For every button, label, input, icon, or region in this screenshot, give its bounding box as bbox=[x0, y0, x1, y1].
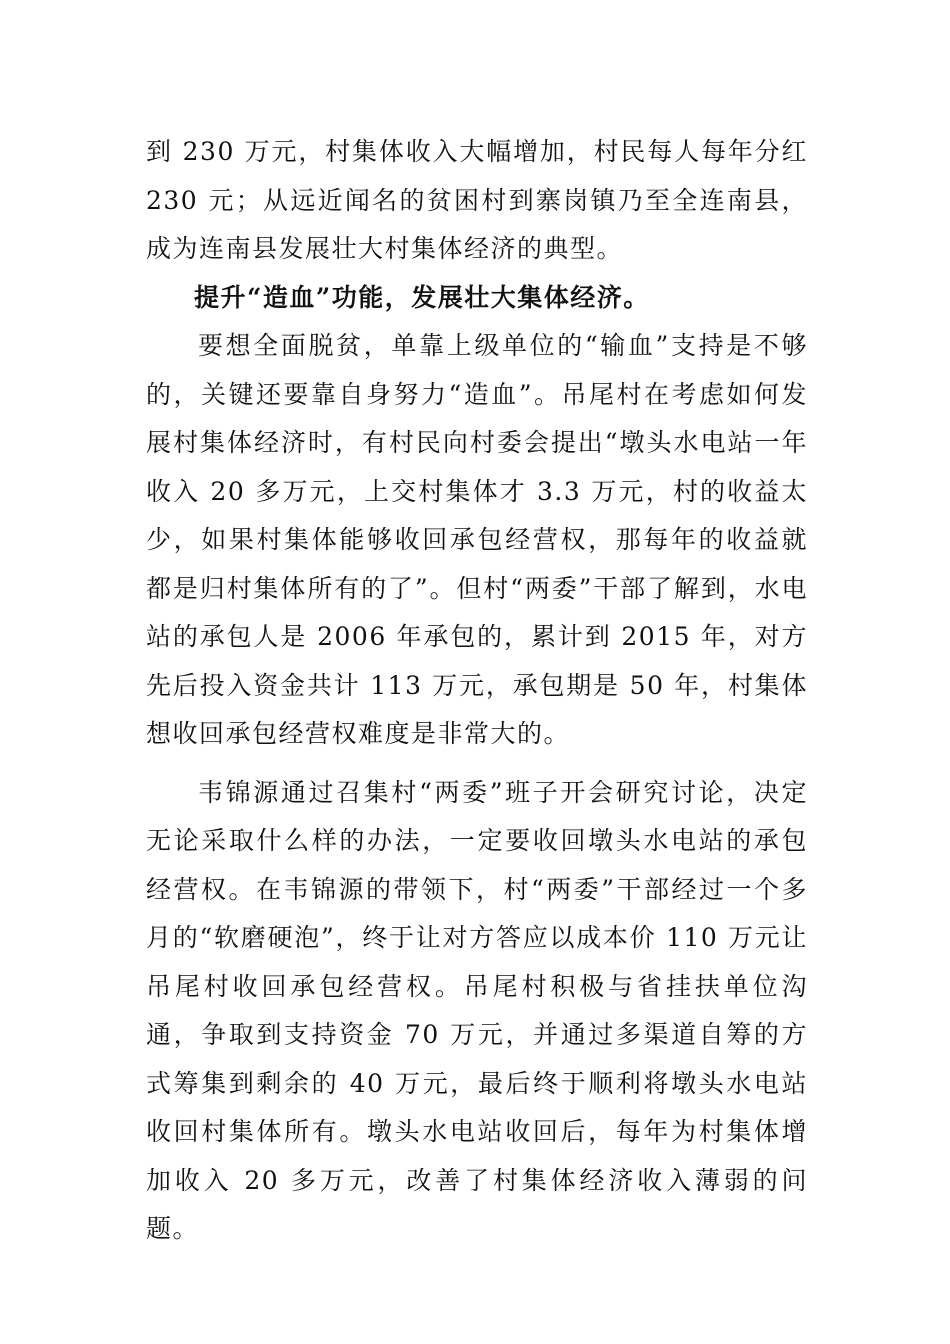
paragraph-hydropower-recovery: 韦锦源通过召集村“两委”班子开会研究讨论，决定无论采取什么样的办法，一定要收回墩头水电站的承包经营权。在韦锦源的带领下，村“两委”干部经过一个多月的“软磨硬泡”，终于让对方答应以成本价 110 万元让吊尾村收回承包经营权。吊尾村积极与省挂扶单位沟通，争取到支持资金 70 万元，并通过多渠道自筹的方式筹集到剩余的 40 万元，最后终于顺利将墩头水电站收回村集体所有。墩头水电站收回后，每年为村集体增加收入 20 多万元，改善了村集体经济收入薄弱的问题。 bbox=[146, 777, 808, 1243]
paragraph-self-reliance: 要想全面脱贫，单靠上级单位的“输血”支持是不够的，关键还要靠自身努力“造血”。吊尾村在考虑如何发展村集体经济时，有村民向村委会提出“墩头水电站一年收入 20 多万元，上交村集体才 3.3 万元，村的收益太少，如果村集体能够收回承包经营权，那每年的收益就都是归村集体所有的了”。但村“两委”干部了解到，水电站的承包人是 2006 年承包的，累计到 2015 年，对方先后投入资金共计 113 万元，承包期是 50 年，村集体想收回承包经营权难度是非常大的。 bbox=[146, 331, 808, 748]
paragraph-continuation: 到 230 万元，村集体收入大幅增加，村民每人每年分红 230 元；从远近闻名的贫困村到寨岗镇乃至全连南县，成为连南县发展壮大村集体经济的典型。 bbox=[146, 137, 808, 263]
section-heading: 提升“造血”功能，发展壮大集体经济。 bbox=[194, 282, 650, 312]
document-body bbox=[146, 128, 808, 1254]
